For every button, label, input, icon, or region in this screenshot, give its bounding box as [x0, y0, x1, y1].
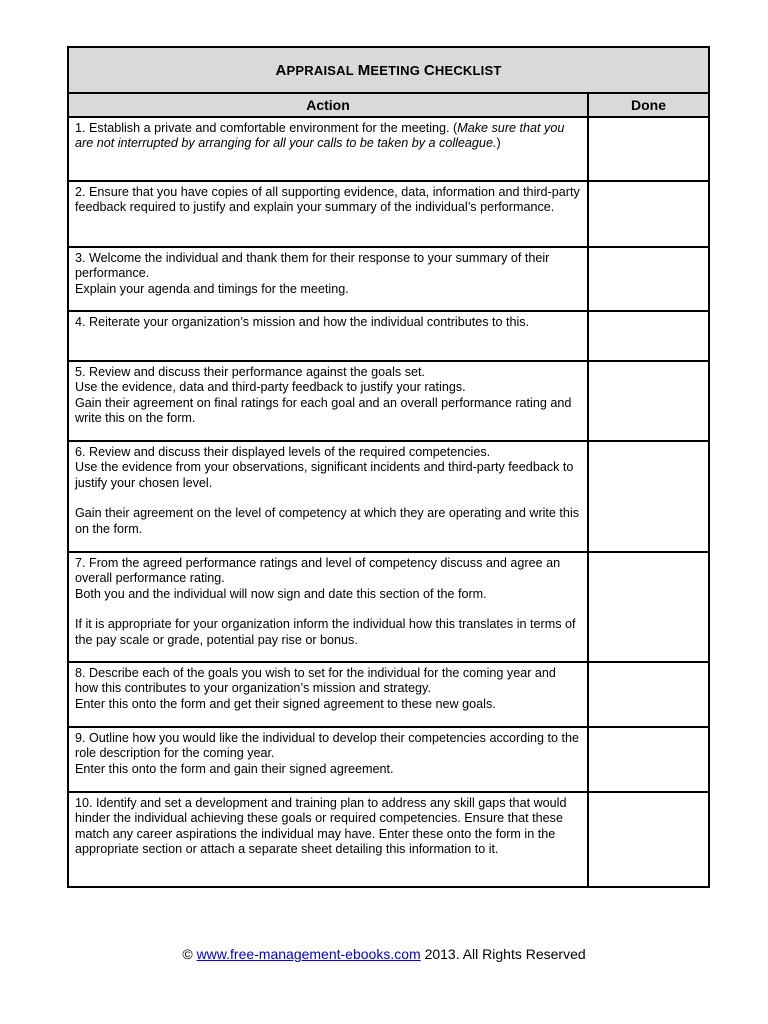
action-text: Enter this onto the form and gain their signed agreement. [75, 761, 394, 776]
done-cell[interactable] [588, 552, 708, 662]
header-row [69, 94, 708, 117]
done-cell[interactable] [588, 361, 708, 441]
action-text: 2. Ensure that you have copies of all supporting evidence, data, information and third-party feedback required to justify and explain your summary of the individual’s performance. [75, 185, 584, 215]
done-cell[interactable] [588, 117, 708, 181]
action-cell [69, 247, 588, 311]
action-cell [69, 311, 588, 361]
checklist-row [69, 662, 708, 727]
action-cell [69, 117, 588, 181]
done-cell[interactable] [588, 311, 708, 361]
checklist-row [69, 247, 708, 311]
action-text: Use the evidence from your observations, significant incidents and third-party feedback to justify your chosen level. [75, 460, 577, 490]
action-text: If it is appropriate for your organization inform the individual how this translates in terms of the pay scale or grade, potential pay rise or bonus. [75, 617, 579, 647]
action-text: Explain your agenda and timings for the meeting. [75, 281, 349, 296]
action-text: 9. Outline how you would like the individual to develop their competencies according to the role description for the coming year. [75, 731, 583, 761]
title-word [276, 62, 354, 79]
title-word [424, 62, 502, 79]
checklist-row [69, 727, 708, 792]
action-text: Gain their agreement on final ratings for each goal and an overall performance rating and write this on the form. [75, 395, 575, 426]
action-text: 3. Welcome the individual and thank them for their response to your summary of their performance. [75, 251, 553, 281]
action-text [75, 121, 581, 152]
action-cell [69, 662, 588, 727]
title-word-initial: M [357, 61, 371, 79]
checklist-table [69, 94, 708, 886]
title-word-initial: A [275, 61, 287, 79]
action-text: Gain their agreement on the level of competency at which they are operating and write this on the form. [75, 506, 583, 536]
done-cell[interactable] [588, 247, 708, 311]
footer [0, 946, 768, 962]
checklist-row [69, 441, 708, 552]
action-text-part: ) [496, 136, 501, 151]
title-word [358, 62, 420, 79]
action-text: 5. Review and discuss their performance against the goals set. [75, 365, 426, 379]
action-text: Enter this onto the form and get their signed agreement to these new goals. [75, 696, 496, 711]
done-cell[interactable] [588, 181, 708, 247]
paragraph-gap [75, 491, 581, 506]
checklist-row [69, 311, 708, 361]
paragraph-gap [75, 602, 581, 617]
checklist-row [69, 792, 708, 886]
rights-text: 2013. All Rights Reserved [424, 946, 586, 962]
action-cell [69, 441, 588, 552]
action-cell [69, 727, 588, 792]
checklist-row [69, 181, 708, 247]
website-link[interactable]: www.free-management-ebooks.com [196, 946, 421, 962]
done-cell[interactable] [588, 441, 708, 552]
done-cell[interactable] [588, 727, 708, 792]
action-cell [69, 361, 588, 441]
action-text: Both you and the individual will now sign and date this section of the form. [75, 586, 487, 601]
done-cell[interactable] [588, 662, 708, 727]
title-word-rest: PPRAISAL [286, 62, 354, 78]
checklist-row [69, 552, 708, 662]
action-text: 8. Describe each of the goals you wish to set for the individual for the coming year and how this contributes to your organization’s mission and strategy. [75, 666, 560, 696]
title-word-rest: EETING [370, 62, 421, 78]
copyright-symbol: © [182, 946, 193, 962]
checklist-row [69, 361, 708, 441]
action-text: 6. Review and discuss their displayed levels of the required competencies. [75, 445, 491, 459]
done-cell[interactable] [588, 792, 708, 886]
checklist-sheet [67, 46, 710, 888]
action-text: 7. From the agreed performance ratings and level of competency discuss and agree an overall performance rating. [75, 556, 564, 586]
action-text: 4. Reiterate your organization’s mission and how the individual contributes to this. [75, 315, 530, 329]
action-text-part: 1. Establish a private and comfortable environment for the meeting. ( [75, 121, 458, 135]
action-text-emphasis: Make sure that you are not interrupted by arranging for all your calls to be taken by a colleague. [75, 121, 568, 151]
action-text: 10. Identify and set a development and training plan to address any skill gaps that would hinder the individual achieving these goals or required competencies. Ensure that these match any career aspirations the individual may have. Enter these onto the form in the appropriate section or attach a separate sheet detailing this information to it. [75, 796, 570, 857]
title-word-initial: C [423, 61, 435, 79]
action-cell [69, 792, 588, 886]
action-text: Use the evidence, data and third-party feedback to justify your ratings. [75, 380, 466, 395]
action-cell [69, 552, 588, 662]
column-header-action: Action [69, 94, 588, 117]
action-cell [69, 181, 588, 247]
column-header-done: Done [588, 94, 708, 117]
title-word-rest: HECKLIST [434, 62, 502, 78]
checklist-row [69, 117, 708, 181]
page-title [69, 48, 708, 94]
